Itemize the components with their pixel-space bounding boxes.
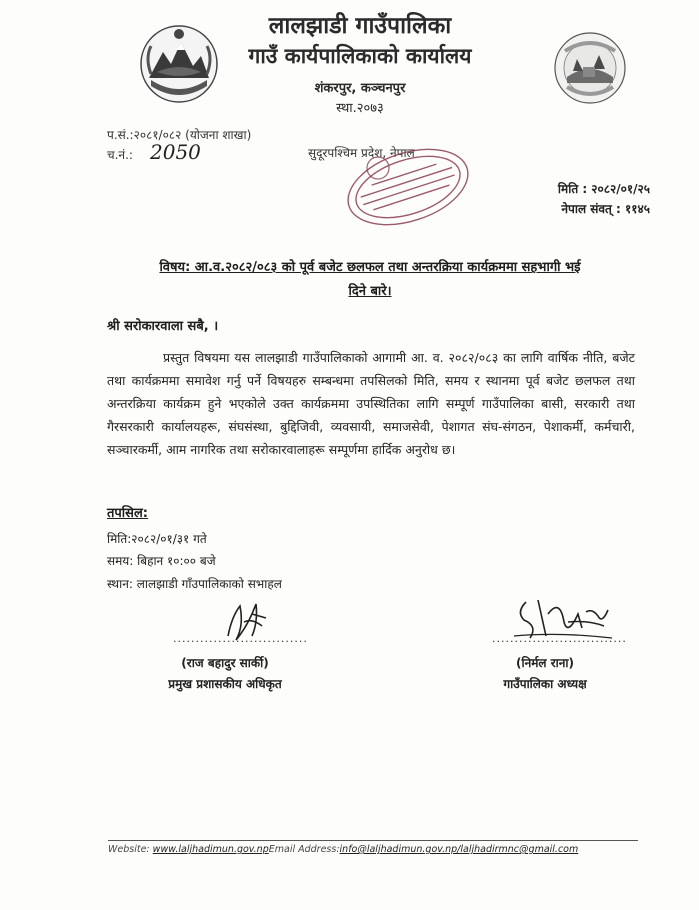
website-label: Website: [108, 844, 150, 855]
email-link[interactable]: info@laljhadimun.gov.np/laljhadirmnc@gmail.com [339, 844, 579, 855]
signatory-left-name: (राज बहादुर सार्की) [181, 656, 269, 670]
salutation: श्री सरोकारवाला सबै, । [107, 319, 219, 334]
chalani-label: च.नं.: [107, 148, 133, 162]
municipality-name: लालझाडी गाउँपालिका [268, 13, 452, 39]
signature-line-left: .............................. [173, 632, 308, 645]
office-address: शंकरपुर, कञ्चनपुर [314, 81, 406, 96]
signatory-right-name: (निर्मल राना) [515, 656, 574, 670]
footer [108, 844, 578, 855]
tapsil-time: समय: बिहान १०:०० बजे [107, 554, 216, 568]
tapsil-heading: तपसिल: [107, 506, 148, 521]
letter-body: प्रस्तुत विषयमा यस लालझाडी गाउँपालिकाको आगामी आ. व. २०८२/०८३ का लागि वार्षिक नीति, बजेट तथा कार्यक्रममा समावेश गर्नु पर्ने विषयहरु सम्बन्धमा तपसिलको मिति, समय र स्थानमा पूर्व बजेट छलफल तथा अन्तरक्रिया कार्यक्रम हुने भएकोले उक्त कार्यक्रममा उपस्थितिका लागि सम्पूर्ण गाउँपालिका बासी, सरकारी तथा गैरसरकारी कार्यालयहरू, संघसंस्था, बुद्दिजिवी, व्यवसायी, समाजसेवी, पेशागत संघ-संगठन, पेशाकर्मी, कर्मचारी, सञ्चारकर्मी, आम नागरिक तथा सरोकारवालाहरू सम्पूर्णमा हार्दिक अनुरोध छ। [107, 350, 635, 457]
signature-line-right: .............................. [492, 632, 627, 645]
province-label: सुदूरपश्चिम प्रदेश, नेपाल [308, 146, 415, 160]
subject-line-1: विषय: आ.व.२०८२/०८३ को पूर्व बजेट छलफल तथा अन्तरक्रिया कार्यक्रममा सहभागी भई [159, 260, 581, 275]
website-link[interactable]: www.laljhadimun.gov.np [152, 844, 269, 855]
tapsil-venue: स्थान: लालझाडी गाँउपालिकाको सभाहल [107, 577, 282, 591]
subject [100, 256, 640, 304]
municipality-seal-logo [553, 31, 627, 105]
patra-sankhya: प.सं.:२०८१/०८२ (योजना शाखा) [107, 128, 252, 142]
date-miti: मिति : २०८२/०१/२५ [557, 182, 650, 196]
established-year: स्था.२०७३ [336, 101, 384, 116]
date-nepal-sambat: नेपाल संवत् : ११४५ [561, 202, 650, 216]
office-stamp [338, 142, 478, 232]
tapsil-date: मिति:२०८२/०१/३१ गते [107, 532, 207, 546]
office-name: गाउँ कार्यपालिकाको कार्यालय [248, 44, 472, 68]
footer-divider [108, 840, 638, 841]
email-label: Email Address: [268, 844, 340, 855]
subject-line-2: दिने बारे। [348, 284, 392, 299]
signatory-right-title: गाउँपालिका अध्यक्ष [503, 677, 587, 691]
chalani-number: 2050 [150, 140, 201, 164]
signatory-left-title: प्रमुख प्रशासकीय अधिकृत [168, 677, 282, 691]
